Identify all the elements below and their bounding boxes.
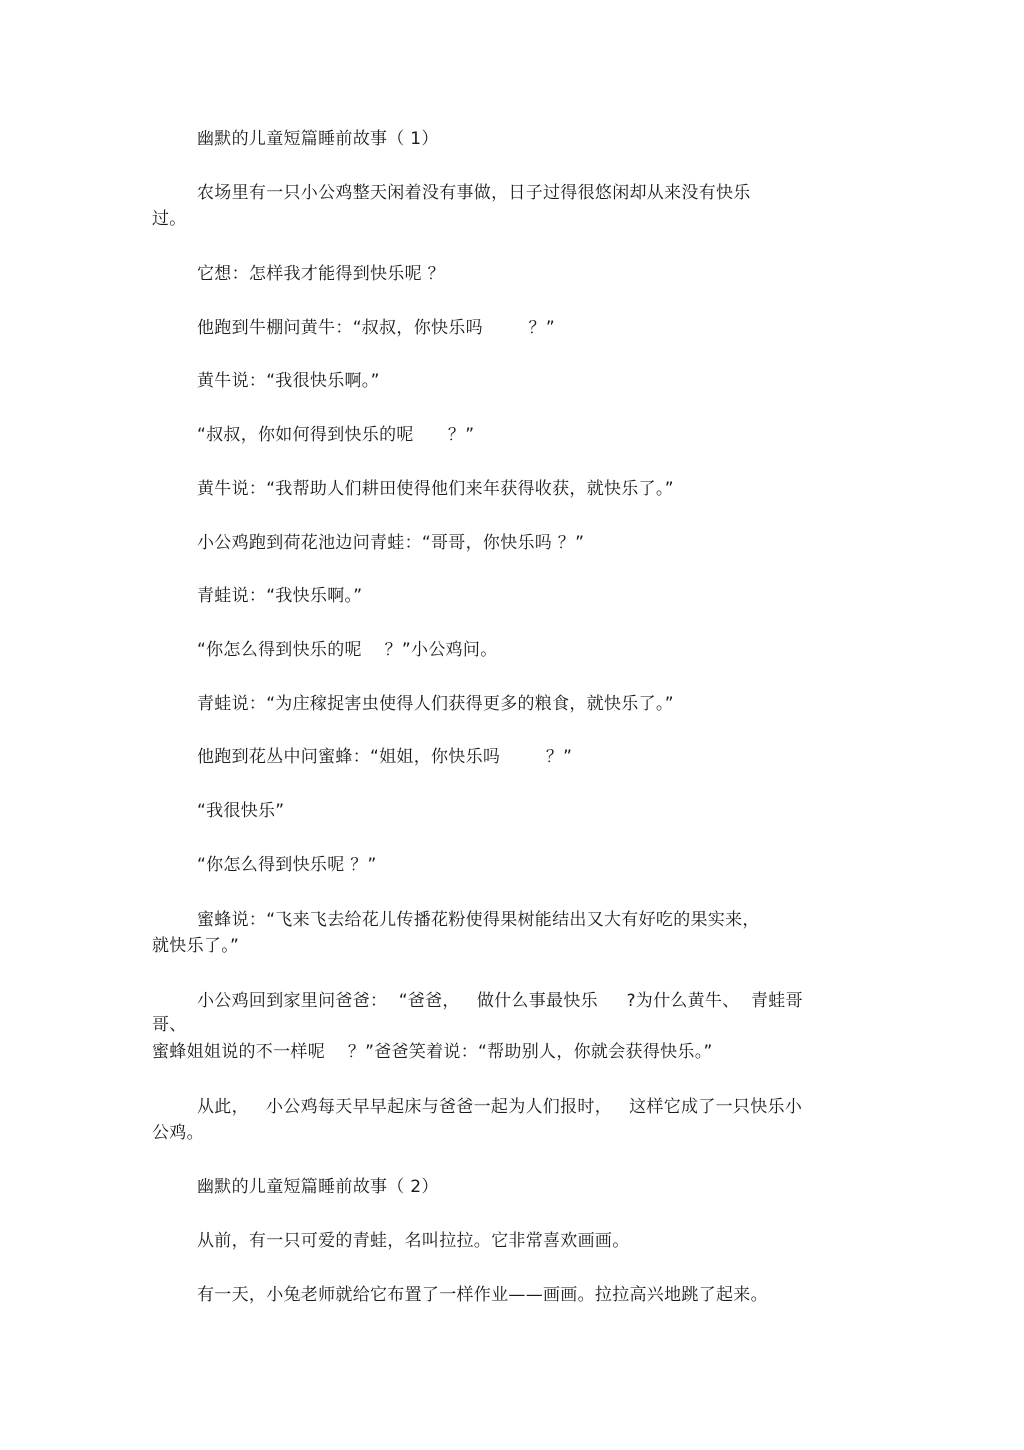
story-title-1: 幽默的儿童短篇睡前故事（ 1） (197, 129, 439, 149)
paragraph-line: 有一天，小兔老师就给它布置了一样作业——画画。拉拉高兴地跳了起来。 (197, 1285, 768, 1305)
paragraph-line: “你怎么得到快乐的呢 ？”小公鸡问。 (197, 640, 498, 660)
paragraph-line: 它想：怎样我才能得到快乐呢 ？ (197, 264, 445, 284)
paragraph-line: 小公鸡回到家里问爸爸： “爸爸， 做什么事最快乐 ?为什么黄牛、 青蛙哥 (197, 991, 803, 1011)
paragraph-line: 公鸡。 (152, 1123, 204, 1143)
paragraph-line: 他跑到花丛中问蜜蜂：“姐姐，你快乐吗 ？” (197, 747, 573, 767)
paragraph-line: 过。 (152, 209, 187, 229)
paragraph-line: “叔叔，你如何得到快乐的呢 ？” (197, 425, 475, 445)
paragraph-line: 哥、 (152, 1015, 187, 1035)
story-title-2: 幽默的儿童短篇睡前故事（ 2） (197, 1177, 439, 1197)
paragraph-line: 青蛙说：“为庄稼捉害虫使得人们获得更多的粮食，就快乐了。” (197, 694, 674, 714)
paragraph-line: 他跑到牛棚问黄牛：“叔叔，你快乐吗 ？” (197, 318, 555, 338)
paragraph-line: 蜜蜂说：“飞来飞去给花儿传播花粉使得果树能结出又大有好吃的果实来， (197, 910, 760, 930)
paragraph-line: 就快乐了。” (152, 936, 240, 956)
paragraph-line: 从此， 小公鸡每天早早起床与爸爸一起为人们报时， 这样它成了一只快乐小 (197, 1097, 803, 1117)
paragraph-line: 蜜蜂姐姐说的不一样呢 ？”爸爸笑着说：“帮助别人，你就会获得快乐。” (152, 1042, 713, 1062)
paragraph-line: 黄牛说：“我帮助人们耕田使得他们来年获得收获，就快乐了。” (197, 479, 674, 499)
paragraph-line: “你怎么得到快乐呢 ？” (197, 855, 377, 875)
paragraph-line: 黄牛说：“我很快乐啊。” (197, 371, 380, 391)
paragraph-line: 青蛙说：“我快乐啊。” (197, 586, 363, 606)
paragraph-line: 从前，有一只可爱的青蛙，名叫拉拉。它非常喜欢画画。 (197, 1231, 630, 1251)
paragraph-line: 小公鸡跑到荷花池边问青蛙：“哥哥，你快乐吗 ？” (197, 533, 585, 553)
paragraph-line: 农场里有一只小公鸡整天闲着没有事做，日子过得很悠闲却从来没有快乐 (197, 183, 751, 203)
paragraph-line: “我很快乐” (197, 801, 285, 821)
